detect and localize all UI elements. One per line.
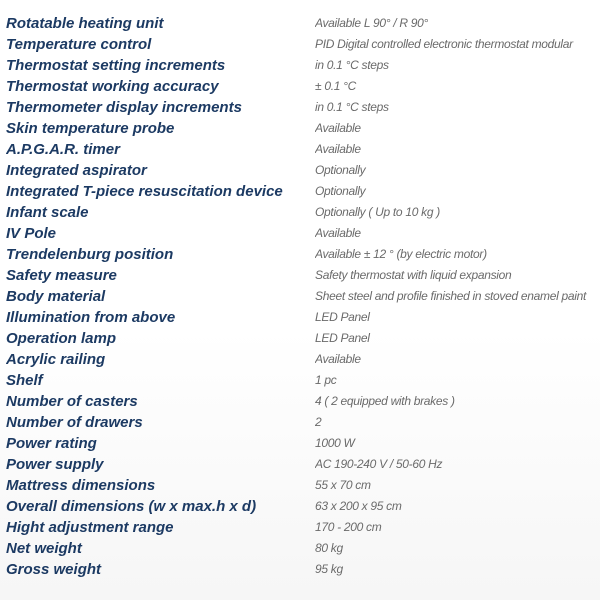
- spec-label: Overall dimensions (w x max.h x d): [6, 498, 257, 515]
- spec-label: Power supply: [6, 456, 104, 473]
- spec-value: 170 - 200 cm: [315, 520, 382, 534]
- spec-label: Body material: [6, 288, 106, 305]
- spec-label: Number of casters: [6, 393, 138, 410]
- spec-value: Optionally ( Up to 10 kg ): [315, 205, 440, 219]
- spec-row: [0, 34, 600, 55]
- spec-label: Integrated aspirator: [6, 162, 147, 179]
- spec-value: in 0.1 °C steps: [315, 58, 389, 72]
- spec-row: [0, 307, 600, 328]
- spec-row: [0, 454, 600, 475]
- spec-label: Infant scale: [6, 204, 89, 221]
- spec-value: in 0.1 °C steps: [315, 100, 389, 114]
- spec-value: 55 x 70 cm: [315, 478, 371, 492]
- spec-value: Available: [315, 352, 361, 366]
- spec-label: Power rating: [6, 435, 97, 452]
- spec-value: Available: [315, 226, 361, 240]
- spec-label: Thermostat setting increments: [6, 57, 226, 74]
- spec-value: Available ± 12 ° (by electric motor): [315, 247, 487, 261]
- spec-value: 95 kg: [315, 562, 343, 576]
- spec-row: [0, 349, 600, 370]
- spec-row: [0, 223, 600, 244]
- spec-value: LED Panel: [315, 310, 370, 324]
- spec-value: 80 kg: [315, 541, 343, 555]
- spec-label: IV Pole: [6, 225, 57, 242]
- spec-value: AC 190-240 V / 50-60 Hz: [315, 457, 443, 471]
- spec-row: [0, 139, 600, 160]
- spec-label: Number of drawers: [6, 414, 143, 431]
- spec-label: Operation lamp: [6, 330, 117, 347]
- spec-row: [0, 412, 600, 433]
- spec-value: Sheet steel and profile finished in stoved enamel paint: [315, 289, 587, 303]
- spec-label: Shelf: [6, 372, 43, 389]
- spec-row: [0, 496, 600, 517]
- spec-row: [0, 97, 600, 118]
- spec-value: 63 x 200 x 95 cm: [315, 499, 402, 513]
- spec-row: [0, 160, 600, 181]
- spec-label: Skin temperature probe: [6, 120, 175, 137]
- spec-label: Gross weight: [6, 561, 102, 578]
- spec-label: Integrated T-piece resuscitation device: [6, 183, 283, 200]
- spec-row: [0, 118, 600, 139]
- spec-value: Available L 90° / R 90°: [315, 16, 429, 30]
- spec-label: Illumination from above: [6, 309, 176, 326]
- spec-label: Safety measure: [6, 267, 117, 284]
- spec-label: Hight adjustment range: [6, 519, 174, 536]
- spec-value: Available: [315, 142, 361, 156]
- spec-value: LED Panel: [315, 331, 370, 345]
- spec-label: Thermostat working accuracy: [6, 78, 219, 95]
- spec-value: 1000 W: [315, 436, 355, 450]
- spec-value: 2: [315, 415, 322, 429]
- spec-value: PID Digital controlled electronic thermostat modular: [315, 37, 573, 51]
- spec-label: Acrylic railing: [6, 351, 106, 368]
- spec-value: Available: [315, 121, 361, 135]
- spec-row: [0, 538, 600, 559]
- spec-label: Rotatable heating unit: [6, 15, 164, 32]
- spec-value: 1 pc: [315, 373, 337, 387]
- spec-row: [0, 13, 600, 34]
- spec-row: [0, 475, 600, 496]
- spec-row: [0, 244, 600, 265]
- spec-row: [0, 559, 600, 580]
- spec-label: Mattress dimensions: [6, 477, 156, 494]
- spec-row: [0, 370, 600, 391]
- spec-label: Temperature control: [6, 36, 152, 53]
- spec-row: [0, 76, 600, 97]
- spec-row: [0, 55, 600, 76]
- spec-row: [0, 265, 600, 286]
- spec-value: 4 ( 2 equipped with brakes ): [315, 394, 455, 408]
- spec-label: Thermometer display increments: [6, 99, 242, 116]
- spec-value: Optionally: [315, 163, 366, 177]
- spec-row: [0, 391, 600, 412]
- spec-row: [0, 202, 600, 223]
- spec-row: [0, 517, 600, 538]
- spec-label: Net weight: [6, 540, 82, 557]
- spec-row: [0, 286, 600, 307]
- spec-value: ± 0.1 °C: [315, 79, 357, 93]
- spec-label: Trendelenburg position: [6, 246, 174, 263]
- spec-label: A.P.G.A.R. timer: [6, 141, 120, 158]
- spec-value: Optionally: [315, 184, 366, 198]
- spec-row: [0, 181, 600, 202]
- spec-row: [0, 328, 600, 349]
- spec-row: [0, 433, 600, 454]
- spec-value: Safety thermostat with liquid expansion: [315, 268, 512, 282]
